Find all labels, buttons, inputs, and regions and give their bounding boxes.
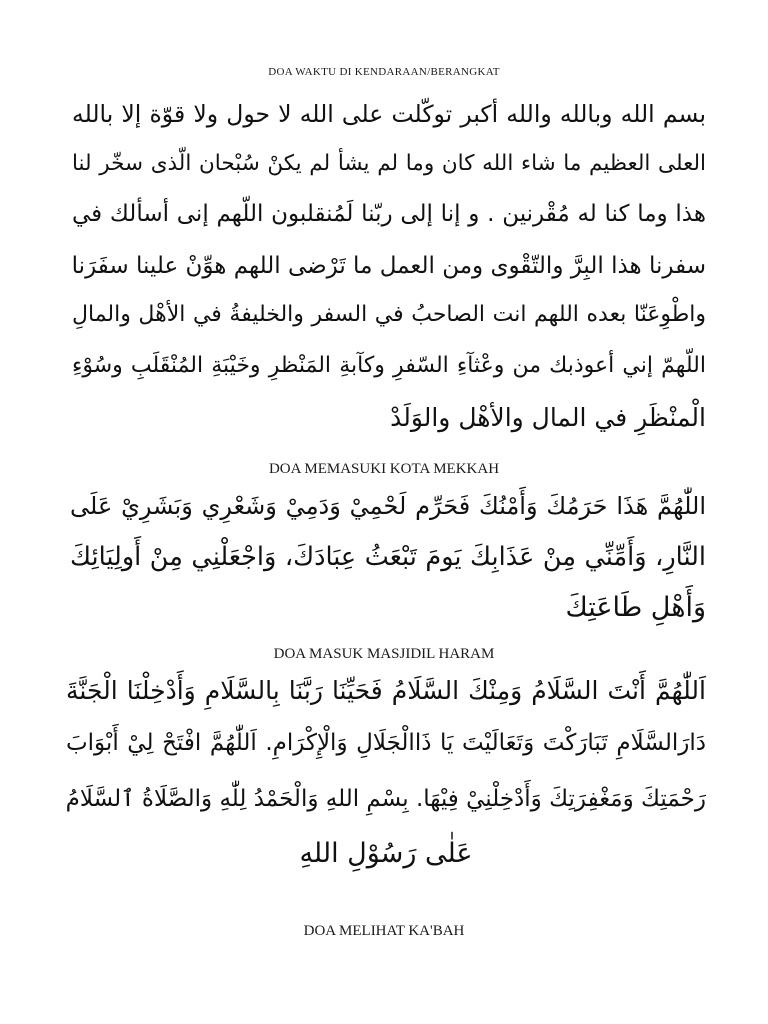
prayer-text-masjidil-haram: [66, 670, 706, 890]
prayer-line: النَّارِ، وَأَمِّنِّي مِنْ عَذَابِكَ يَومَ تَبْعَثُ عِبَادَكَ، وَاجْعَلْنِي مِنْ أَولِيَائِكَ: [70, 542, 706, 572]
prayer-line: سفرنا هذا البِرَّ والتّقْوى ومن العمل ما تَرْضى اللهم هوِّنْ علينا سفَرَنا: [71, 253, 706, 279]
prayer-line: العلى العظيم ما شاء الله كان وما لم يشأ لم يكنْ سُبْحان الّذى سخّر لنا: [72, 151, 706, 176]
prayer-line: اَللّٰهُمَّ أَنْتَ السَّلَامُ وَمِنْكَ السَّلَامُ فَحَيِّنَا رَبَّنَا بِالسَّلَامِ وَأَدْخِلْنَا الْجَنَّةَ: [66, 676, 706, 705]
prayer-line: رَحْمَتِكَ وَمَغْفِرَتِكَ وَأَدْخِلْنِيْ فِيْهَا. بِسْمِ اللهِ وَالْحَمْدُ لِلّٰهِ وَالصَّلَاةُ ٱلسَّلَامُ: [65, 786, 706, 812]
prayer-line: دَارَالسَّلَامِ تَبَارَكْتَ وَتَعَالَيْتَ يَا ذَاالْجَلَالِ وَالْإِكْرَامِ. اَللّٰهُمَّ افْتَحْ لِيْ أَبْوَابَ: [66, 730, 706, 756]
prayer-line: وَأَهْلِ طَاعَتِكَ: [565, 592, 706, 623]
prayer-line: هذا وما كنا له مُقْرنين . و إنا إلى ربّنا لَمُنقلبون اللّهم إنى أسألك في: [72, 201, 706, 227]
prayer-line: اللّهمّ إني أعوذبك من وعْثآءِ السّفرِ وكآبةِ المَنْظرِ وخَيْبَةِ المُنْقَلَبِ وسُوْءِ: [72, 353, 706, 378]
prayer-text-berangkat: [72, 96, 706, 446]
prayer-line: واطْوِعَنّا بعده اللهم انت الصاحبُ في السفر والخليفةُ في الأهْل والمالِ: [72, 302, 706, 327]
prayer-line: عَلٰى رَسُوْلِ اللهِ: [299, 838, 473, 869]
prayer-line: اللّٰهُمَّ هَذَا حَرَمُكَ وَأَمْنُكَ فَحَرِّم لَحْمِيْ وَدَمِيْ وَشَعْرِي وَبَشَرِيْ عَلَى: [70, 492, 706, 520]
heading-doa-kota-mekkah: DOA MEMASUKI KOTA MEKKAH: [268, 461, 500, 477]
heading-doa-masjidil-haram: DOA MASUK MASJIDIL HARAM: [273, 646, 495, 662]
prayer-line: بسم الله وبالله والله أكبر توكّلت على الله لا حول ولا قوّة إلا بالله: [72, 100, 706, 128]
prayer-text-kota-mekkah: [70, 486, 706, 636]
prayer-line: الْمنْظَرِ في المال والأهْل والوَلَدْ: [390, 403, 706, 432]
heading-doa-melihat-kabah: DOA MELIHAT KA'BAH: [303, 923, 465, 939]
heading-doa-berangkat: DOA WAKTU DI KENDARAAN/BERANGKAT: [268, 66, 500, 78]
